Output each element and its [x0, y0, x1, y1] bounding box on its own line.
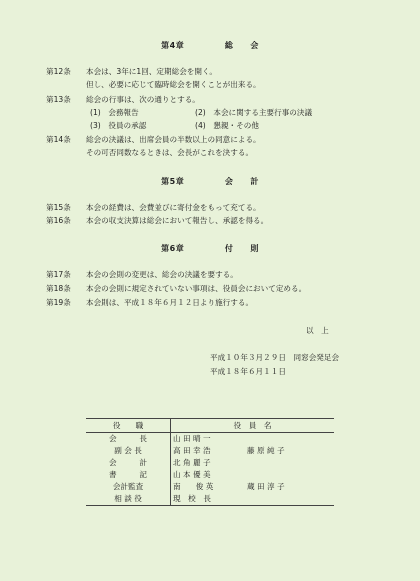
list-item: (1) 会務報告 — [90, 108, 139, 117]
article-text: 本会は、3年に1回、定期総会を開く。 — [86, 67, 218, 76]
chapter-6-heading — [0, 243, 420, 254]
table-row — [86, 457, 334, 469]
name-cell: 南 俊 英 — [173, 482, 214, 491]
date-line-2: 平成１８年６月１１日 — [210, 367, 286, 376]
role-header: 役 職 — [86, 419, 171, 433]
name-cell: 山 本 優 美 — [173, 470, 211, 479]
article-text: 本会の会則の変更は、総会の決議を要する。 — [86, 270, 238, 279]
name-cell: 北 角 麗 子 — [173, 458, 211, 467]
name-cell: 現 校 長 — [173, 494, 211, 503]
list-item: (2) 本会に関する主要行事の決議 — [195, 108, 313, 117]
name-cell — [243, 493, 334, 506]
article-text: 総会の決議は、出席会員の半数以上の同意による。 — [86, 135, 261, 144]
names-header: 役 員 名 — [171, 419, 335, 433]
chapter-name: 付 則 — [224, 244, 259, 253]
article-number: 第13条 — [46, 95, 71, 104]
article-text: 本会の収支決算は総会において報告し、承認を得る。 — [86, 216, 269, 225]
role-cell: 副 会 長 — [86, 445, 171, 457]
name-cell — [243, 469, 334, 481]
chapter-number: 第6章 — [161, 244, 185, 253]
name-cell: 高 田 幸 浩 — [173, 446, 211, 455]
chapter-name: 会 計 — [224, 177, 259, 186]
name-cell — [243, 433, 334, 446]
name-cell: 山 田 晴 一 — [173, 434, 211, 443]
chapter-number: 第4章 — [161, 41, 185, 50]
chapter-5-heading — [0, 176, 420, 187]
table-row — [86, 469, 334, 481]
article-number: 第14条 — [46, 135, 71, 144]
role-cell: 会 長 — [86, 433, 171, 446]
table-row — [86, 445, 334, 457]
article-number: 第18条 — [46, 284, 71, 293]
article-number: 第16条 — [46, 216, 71, 225]
closing-mark: 以 上 — [306, 326, 329, 335]
role-cell: 書 記 — [86, 469, 171, 481]
table-row — [86, 493, 334, 506]
date-line-1: 平成１０年３月２９日 同窓会発足会 — [210, 353, 340, 362]
article-text: 総会の行事は、次の通りとする。 — [86, 95, 200, 104]
list-item: (3) 役員の承認 — [90, 121, 147, 130]
article-text: 但し、必要に応じて臨時総会を開くことが出来る。 — [86, 80, 261, 89]
article-text: 本会の会則に規定されていない事項は、役員会において定める。 — [86, 284, 307, 293]
name-cell: 藤 原 純 子 — [247, 446, 285, 455]
officers-table — [86, 418, 334, 506]
list-item: (4) 懇親・その他 — [195, 121, 259, 130]
article-text: 本会則は、平成１８年６月１２日より施行する。 — [86, 298, 254, 307]
chapter-4-heading — [0, 40, 420, 51]
article-number: 第15条 — [46, 203, 71, 212]
table-row — [86, 481, 334, 493]
article-text: その可否同数なるときは、会長がこれを決する。 — [86, 148, 254, 157]
article-number: 第12条 — [46, 67, 71, 76]
chapter-name: 総 会 — [224, 41, 259, 50]
article-number: 第17条 — [46, 270, 71, 279]
article-number: 第19条 — [46, 298, 71, 307]
name-cell — [243, 457, 334, 469]
chapter-number: 第5章 — [161, 177, 185, 186]
role-cell: 相 談 役 — [86, 493, 171, 506]
name-cell: 蔵 田 淳 子 — [247, 482, 285, 491]
role-cell: 会 計 — [86, 457, 171, 469]
role-cell: 会計監査 — [86, 481, 171, 493]
article-text: 本会の経費は、会費並びに寄付金をもって充てる。 — [86, 203, 261, 212]
table-header-row — [86, 419, 334, 433]
table-row — [86, 433, 334, 446]
